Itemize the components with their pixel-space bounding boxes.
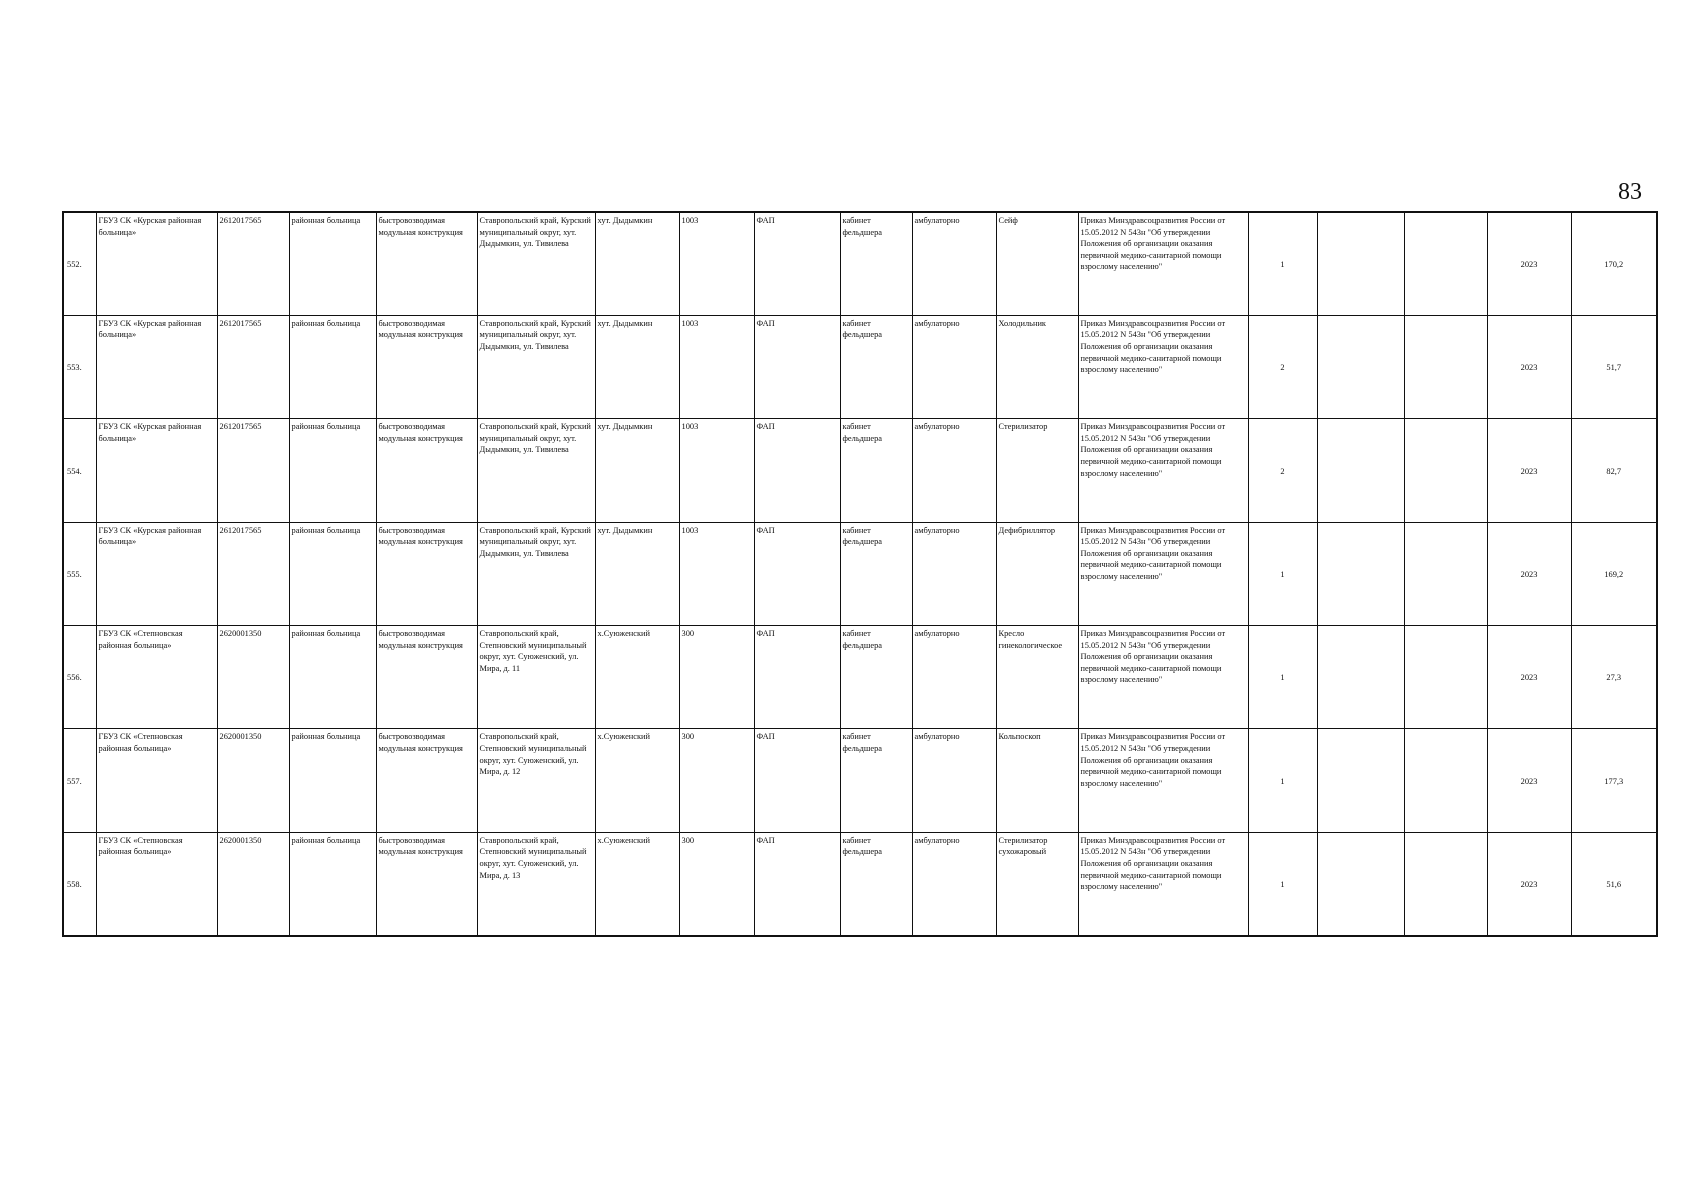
inn: 2612017565: [217, 212, 289, 315]
table-row: [63, 419, 1657, 522]
population: 1003: [679, 522, 754, 625]
table-row: [63, 315, 1657, 418]
table-row: [63, 522, 1657, 625]
organization-name: ГБУЗ СК «Степновская районная больница»: [96, 729, 217, 832]
facility-type: районная больница: [289, 419, 376, 522]
equipment-name: Дефибриллятор: [996, 522, 1078, 625]
regulation-order: Приказ Минздравсоцразвития России от 15.05.2012 N 543н "Об утверждении Положения об организации оказания первичной медико-санитарной помощи взрослому населению": [1078, 522, 1248, 625]
row-number: 552.: [63, 212, 96, 315]
construction-type: быстровозводимая модульная конструкция: [376, 419, 477, 522]
unit-type: ФАП: [754, 522, 840, 625]
equipment-name: Холодильник: [996, 315, 1078, 418]
population: 1003: [679, 419, 754, 522]
year: 2023: [1487, 729, 1571, 832]
page-number: 83: [1618, 179, 1642, 205]
table-row: [63, 832, 1657, 935]
inn: 2612017565: [217, 315, 289, 418]
address: Ставропольский край, Курский муниципальный округ, хут. Дыдымкин, ул. Тивилева: [477, 522, 595, 625]
care-mode: амбулаторно: [912, 212, 996, 315]
construction-type: быстровозводимая модульная конструкция: [376, 626, 477, 729]
settlement: хут. Дыдымкин: [595, 212, 679, 315]
price: 51,6: [1571, 832, 1657, 935]
price: 51,7: [1571, 315, 1657, 418]
room: кабинет фельдшера: [840, 626, 912, 729]
population: 1003: [679, 212, 754, 315]
equipment-name: Сейф: [996, 212, 1078, 315]
construction-type: быстровозводимая модульная конструкция: [376, 212, 477, 315]
row-number: 555.: [63, 522, 96, 625]
year: 2023: [1487, 832, 1571, 935]
facility-type: районная больница: [289, 522, 376, 625]
quantity: 1: [1248, 626, 1317, 729]
population: 300: [679, 626, 754, 729]
facility-type: районная больница: [289, 626, 376, 729]
table-row: [63, 729, 1657, 832]
settlement: хут. Дыдымкин: [595, 315, 679, 418]
room: кабинет фельдшера: [840, 832, 912, 935]
regulation-order: Приказ Минздравсоцразвития России от 15.05.2012 N 543н "Об утверждении Положения об организации оказания первичной медико-санитарной помощи взрослому населению": [1078, 626, 1248, 729]
regulation-order: Приказ Минздравсоцразвития России от 15.05.2012 N 543н "Об утверждении Положения об организации оказания первичной медико-санитарной помощи взрослому населению": [1078, 315, 1248, 418]
empty-cell: [1404, 626, 1487, 729]
price: 170,2: [1571, 212, 1657, 315]
facility-type: районная больница: [289, 315, 376, 418]
empty-cell: [1317, 212, 1404, 315]
empty-cell: [1317, 522, 1404, 625]
organization-name: ГБУЗ СК «Курская районная больница»: [96, 212, 217, 315]
regulation-order: Приказ Минздравсоцразвития России от 15.05.2012 N 543н "Об утверждении Положения об организации оказания первичной медико-санитарной помощи взрослому населению": [1078, 212, 1248, 315]
inn: 2612017565: [217, 419, 289, 522]
equipment-name: Стерилизатор: [996, 419, 1078, 522]
inn: 2620001350: [217, 729, 289, 832]
settlement: х.Суюженский: [595, 729, 679, 832]
organization-name: ГБУЗ СК «Степновская районная больница»: [96, 832, 217, 935]
care-mode: амбулаторно: [912, 315, 996, 418]
price: 82,7: [1571, 419, 1657, 522]
year: 2023: [1487, 212, 1571, 315]
equipment-registry-table: [62, 211, 1658, 937]
facility-type: районная больница: [289, 832, 376, 935]
address: Ставропольский край, Курский муниципальный округ, хут. Дыдымкин, ул. Тивилева: [477, 419, 595, 522]
room: кабинет фельдшера: [840, 315, 912, 418]
unit-type: ФАП: [754, 315, 840, 418]
quantity: 1: [1248, 832, 1317, 935]
room: кабинет фельдшера: [840, 419, 912, 522]
address: Ставропольский край, Степновский муниципальный округ, хут. Суюженский, ул. Мира, д. 12: [477, 729, 595, 832]
regulation-order: Приказ Минздравсоцразвития России от 15.05.2012 N 543н "Об утверждении Положения об организации оказания первичной медико-санитарной помощи взрослому населению": [1078, 832, 1248, 935]
inn: 2612017565: [217, 522, 289, 625]
quantity: 1: [1248, 729, 1317, 832]
empty-cell: [1317, 315, 1404, 418]
equipment-name: Кольпоскоп: [996, 729, 1078, 832]
quantity: 1: [1248, 212, 1317, 315]
price: 27,3: [1571, 626, 1657, 729]
row-number: 554.: [63, 419, 96, 522]
empty-cell: [1317, 729, 1404, 832]
care-mode: амбулаторно: [912, 626, 996, 729]
inn: 2620001350: [217, 626, 289, 729]
room: кабинет фельдшера: [840, 729, 912, 832]
year: 2023: [1487, 315, 1571, 418]
price: 169,2: [1571, 522, 1657, 625]
organization-name: ГБУЗ СК «Курская районная больница»: [96, 315, 217, 418]
unit-type: ФАП: [754, 626, 840, 729]
empty-cell: [1404, 832, 1487, 935]
construction-type: быстровозводимая модульная конструкция: [376, 729, 477, 832]
address: Ставропольский край, Курский муниципальный округ, хут. Дыдымкин, ул. Тивилева: [477, 212, 595, 315]
year: 2023: [1487, 626, 1571, 729]
facility-type: районная больница: [289, 729, 376, 832]
settlement: х.Суюженский: [595, 626, 679, 729]
empty-cell: [1317, 419, 1404, 522]
table-row: [63, 626, 1657, 729]
table-row: [63, 212, 1657, 315]
settlement: х.Суюженский: [595, 832, 679, 935]
settlement: хут. Дыдымкин: [595, 522, 679, 625]
population: 1003: [679, 315, 754, 418]
year: 2023: [1487, 522, 1571, 625]
unit-type: ФАП: [754, 729, 840, 832]
row-number: 557.: [63, 729, 96, 832]
room: кабинет фельдшера: [840, 522, 912, 625]
quantity: 2: [1248, 315, 1317, 418]
row-number: 556.: [63, 626, 96, 729]
organization-name: ГБУЗ СК «Курская районная больница»: [96, 522, 217, 625]
construction-type: быстровозводимая модульная конструкция: [376, 522, 477, 625]
empty-cell: [1317, 626, 1404, 729]
empty-cell: [1404, 729, 1487, 832]
facility-type: районная больница: [289, 212, 376, 315]
care-mode: амбулаторно: [912, 729, 996, 832]
empty-cell: [1404, 315, 1487, 418]
row-number: 553.: [63, 315, 96, 418]
row-number: 558.: [63, 832, 96, 935]
empty-cell: [1404, 522, 1487, 625]
empty-cell: [1404, 419, 1487, 522]
population: 300: [679, 729, 754, 832]
equipment-name: Кресло гинекологическое: [996, 626, 1078, 729]
organization-name: ГБУЗ СК «Степновская районная больница»: [96, 626, 217, 729]
address: Ставропольский край, Степновский муниципальный округ, хут. Суюженский, ул. Мира, д. 11: [477, 626, 595, 729]
regulation-order: Приказ Минздравсоцразвития России от 15.05.2012 N 543н "Об утверждении Положения об организации оказания первичной медико-санитарной помощи взрослому населению": [1078, 729, 1248, 832]
unit-type: ФАП: [754, 212, 840, 315]
organization-name: ГБУЗ СК «Курская районная больница»: [96, 419, 217, 522]
unit-type: ФАП: [754, 832, 840, 935]
table-body: [63, 212, 1657, 936]
construction-type: быстровозводимая модульная конструкция: [376, 315, 477, 418]
empty-cell: [1317, 832, 1404, 935]
construction-type: быстровозводимая модульная конструкция: [376, 832, 477, 935]
care-mode: амбулаторно: [912, 832, 996, 935]
empty-cell: [1404, 212, 1487, 315]
inn: 2620001350: [217, 832, 289, 935]
unit-type: ФАП: [754, 419, 840, 522]
settlement: хут. Дыдымкин: [595, 419, 679, 522]
equipment-name: Стерилизатор сухожаровый: [996, 832, 1078, 935]
room: кабинет фельдшера: [840, 212, 912, 315]
care-mode: амбулаторно: [912, 419, 996, 522]
quantity: 2: [1248, 419, 1317, 522]
quantity: 1: [1248, 522, 1317, 625]
price: 177,3: [1571, 729, 1657, 832]
care-mode: амбулаторно: [912, 522, 996, 625]
address: Ставропольский край, Курский муниципальный округ, хут. Дыдымкин, ул. Тивилева: [477, 315, 595, 418]
population: 300: [679, 832, 754, 935]
regulation-order: Приказ Минздравсоцразвития России от 15.05.2012 N 543н "Об утверждении Положения об организации оказания первичной медико-санитарной помощи взрослому населению": [1078, 419, 1248, 522]
year: 2023: [1487, 419, 1571, 522]
address: Ставропольский край, Степновский муниципальный округ, хут. Суюженский, ул. Мира, д. 13: [477, 832, 595, 935]
